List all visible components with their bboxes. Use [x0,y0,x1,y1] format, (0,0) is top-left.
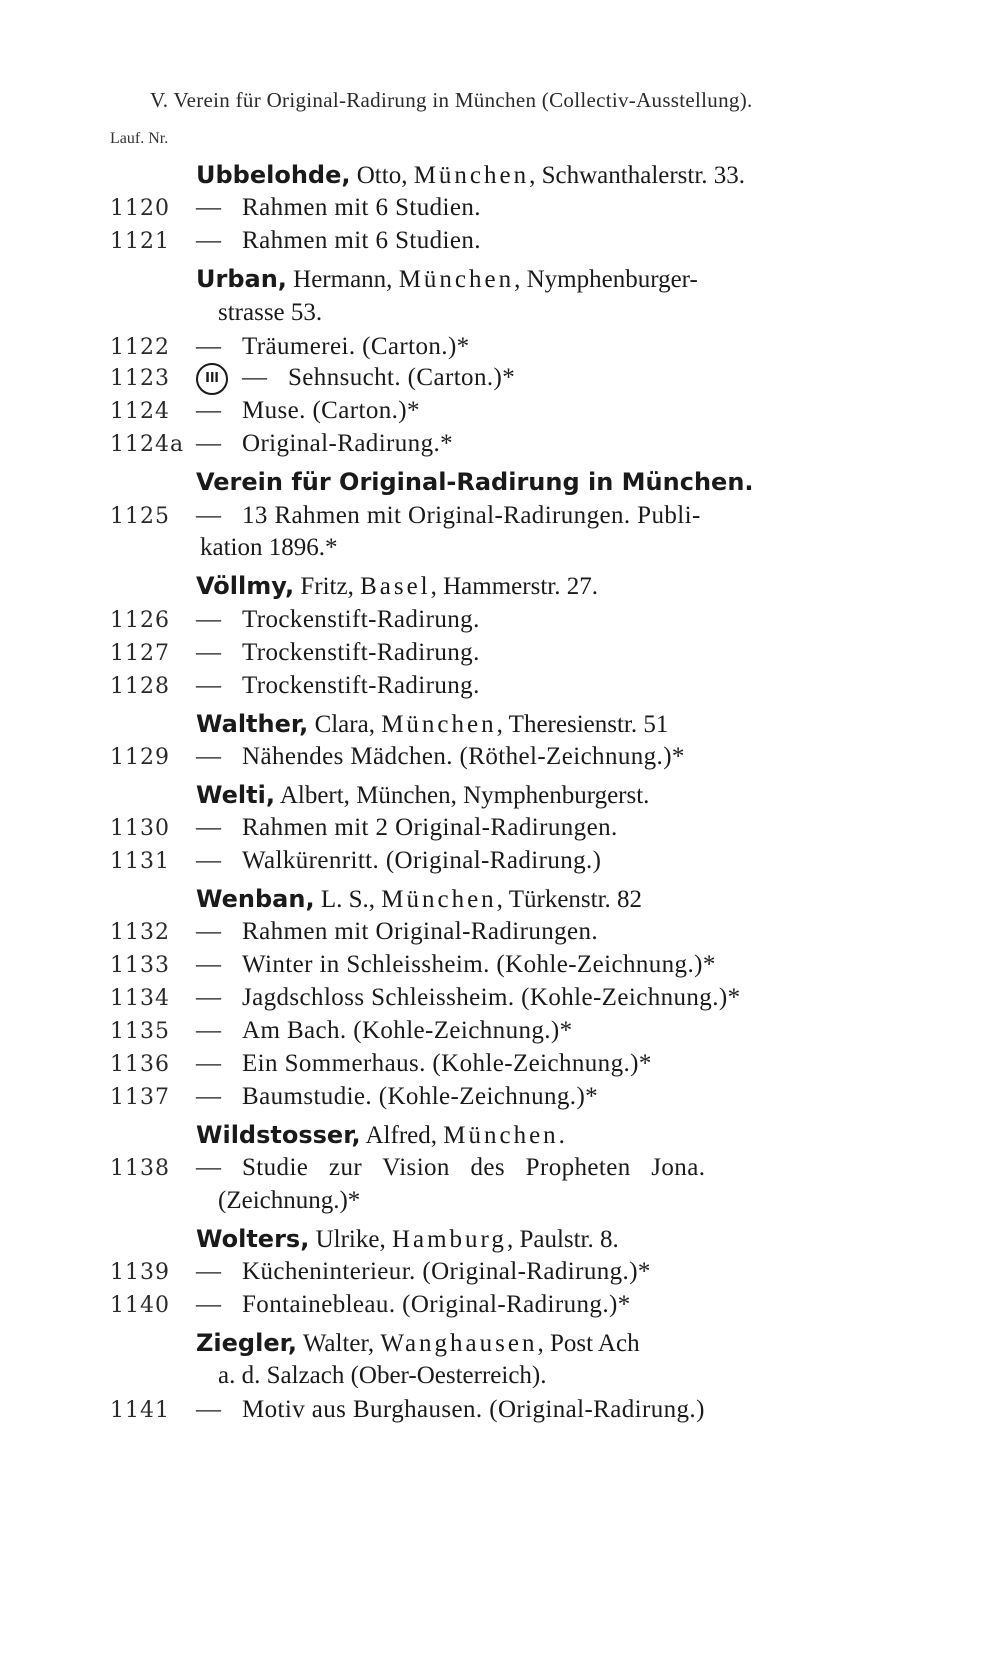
entry-number: 1132 [110,920,170,945]
entry-number: 1134 [110,986,170,1011]
entry-title: Fontainebleau. (Original-Radirung.)* [242,1291,631,1318]
entry-number: 1141 [110,1398,170,1423]
entry-1127 [110,636,480,670]
entry-title: Sehnsucht. (Carton.)* [288,364,516,391]
entry-number: 1136 [110,1052,170,1077]
artist-heading-urban [196,262,698,296]
entry-1123 [110,361,515,395]
entry-1120 [110,191,481,225]
entry-number: 1140 [110,1293,170,1318]
entry-dash: — [196,430,221,457]
entry-title: Motiv aus Burghausen. (Original-Radirung.) [242,1396,705,1423]
entry-1122 [110,330,470,364]
entry-title: Träumerei. (Carton.)* [242,333,470,360]
entry-title: Trockenstift-Radirung. [242,606,480,633]
entry-number: 1130 [110,816,170,841]
artist-city: München [398,266,515,293]
entry-number: 1124 [110,399,170,424]
illustration-marker-icon: Ill [196,363,228,395]
artist-address: , Paulstr. 8. [506,1226,619,1253]
artist-firstname: Otto, [356,162,408,189]
entry-title: Trockenstift-Radirung. [242,639,480,666]
artist-surname: Ziegler, [196,1329,298,1357]
entry-1124a [110,427,453,461]
entry-1126 [110,603,480,637]
artist-address: , Theresienstr. 51 [496,711,669,738]
artist-surname: Wenban, [196,885,315,913]
entry-title: Rahmen mit 6 Studien. [242,227,481,254]
entry-1138-continued: (Zeichnung.)* [218,1187,361,1214]
entry-1132 [110,915,598,949]
artist-heading-wildstosser [196,1118,568,1152]
entry-number: 1122 [110,335,170,360]
artist-surname: Wildstosser, [196,1121,361,1149]
entry-dash: — [196,1258,221,1285]
artist-city: München [413,162,530,189]
entry-1130 [110,811,618,845]
entry-1134 [110,981,740,1015]
entry-title: Muse. (Carton.)* [242,397,420,424]
entry-title: Jagdschloss Schleissheim. (Kohle-Zeichnung.)* [242,984,741,1011]
entry-dash: — [196,814,221,841]
artist-surname: Verein für Original-Radirung in München. [196,468,754,496]
artist-heading-wolters [196,1222,619,1256]
entry-title: Nähendes Mädchen. (Röthel-Zeichnung.)* [242,743,685,770]
artist-heading-ziegler [196,1326,640,1360]
entry-dash: — [196,918,221,945]
artist-surname: Ubbelohde, [196,161,351,189]
entry-title: Baumstudie. (Kohle-Zeichnung.)* [242,1083,599,1110]
artist-heading-welti [196,778,649,812]
artist-address: , Türkenstr. 82 [496,886,643,913]
entry-dash: — [196,1050,221,1077]
entry-number: 1124a [110,432,185,457]
entry-title: Original-Radirung.* [242,430,454,457]
artist-address: , Hammerstr. 27. [430,573,598,600]
entry-1136 [110,1047,652,1081]
entry-number: 1133 [110,953,170,978]
artist-surname: Völlmy, [196,572,295,600]
artist-heading-wenban [196,882,642,916]
entry-number: 1120 [110,196,170,221]
entry-number: 1131 [110,849,170,874]
artist-firstname: Clara, [314,711,375,738]
entry-title: Ein Sommerhaus. (Kohle-Zeichnung.)* [242,1050,652,1077]
artist-city: München [381,886,497,913]
entry-dash: — [196,672,221,699]
entry-title: Walkürenritt. (Original-Radirung.) [242,847,602,874]
entry-1133 [110,948,716,982]
entry-number: 1138 [110,1156,170,1181]
entry-title: Rahmen mit Original-Radirungen. [242,918,599,945]
entry-dash: — [196,1083,221,1110]
artist-address: , Nymphenburgerst. [450,782,650,809]
entry-dash: — [196,194,221,221]
artist-city: Basel [360,573,431,600]
entry-title: Trockenstift-Radirung. [242,672,480,699]
entry-number: 1125 [110,504,170,529]
entry-dash: — [196,397,221,424]
artist-surname: Urban, [196,265,287,293]
artist-surname: Welti, [196,781,275,809]
page-header: V. Verein für Original-Radirung in München (Collectiv-Ausstellung). [150,88,753,112]
artist-firstname: Fritz, [300,573,354,600]
entry-number: 1121 [110,229,170,254]
entry-title: 13 Rahmen mit Original-Radirungen. Publi- [242,502,701,529]
artist-city: München [356,782,451,809]
entry-dash: — [196,1154,221,1181]
entry-1121 [110,224,481,258]
entry-title: Studie zur Vision des Propheten Jona. [242,1154,706,1181]
entry-title: Winter in Schleissheim. (Kohle-Zeichnung.)* [242,951,716,978]
artist-address-continued: strasse 53. [218,299,323,326]
artist-address: , Nymphenburger- [514,266,698,293]
entry-dash: — [196,743,221,770]
entry-number: 1126 [110,608,170,633]
artist-heading-ubbelohde [196,158,745,192]
entry-number: 1128 [110,674,170,699]
entry-title: Rahmen mit 6 Studien. [242,194,481,221]
artist-address-continued: a. d. Salzach (Ober-Oesterreich). [218,1362,547,1389]
entry-1124 [110,394,420,428]
entry-1138 [110,1151,705,1185]
artist-city: Hamburg [391,1226,507,1253]
entry-title: Rahmen mit 2 Original-Radirungen. [242,814,618,841]
artist-firstname: L. S., [320,886,375,913]
entry-1125 [110,499,701,533]
entry-number: 1127 [110,641,170,666]
artist-heading-voellmy [196,569,598,603]
artist-address: , Schwanthalerstr. 33. [529,162,746,189]
artist-city: München. [443,1122,568,1149]
artist-firstname: Hermann, [293,266,393,293]
entry-1129 [110,740,685,774]
entry-title: Am Bach. (Kohle-Zeichnung.)* [242,1017,573,1044]
entry-number: 1139 [110,1260,170,1285]
artist-heading-walther [196,707,668,741]
artist-firstname: Albert, [279,782,350,809]
entry-number: 1135 [110,1019,170,1044]
entry-dash: — [196,333,221,360]
entry-1125-continued: kation 1896.* [200,534,338,561]
artist-city: München [381,711,497,738]
artist-heading-verein [196,465,754,499]
artist-firstname: Alfred, [365,1122,437,1149]
artist-firstname: Ulrike, [315,1226,386,1253]
entry-dash: — [196,847,221,874]
entry-1140 [110,1288,631,1322]
entry-1131 [110,844,601,878]
entry-1128 [110,669,480,703]
entry-number: 1137 [110,1085,170,1110]
entry-dash: — [196,984,221,1011]
artist-address: , Post Ach [537,1330,640,1357]
entry-dash: — [196,951,221,978]
artist-surname: Walther, [196,710,309,738]
entry-dash: — [196,1017,221,1044]
entry-number: 1123 [110,366,170,391]
column-label-lauf-nr: Lauf. Nr. [110,130,169,147]
entry-dash: — [196,1291,221,1318]
entry-1139 [110,1255,651,1289]
artist-surname: Wolters, [196,1225,310,1253]
entry-title: Kücheninterieur. (Original-Radirung.)* [242,1258,651,1285]
entry-1137 [110,1080,598,1114]
artist-city: Wanghausen [380,1330,538,1357]
entry-1141 [110,1393,705,1427]
entry-number: 1129 [110,745,170,770]
entry-dash: — [196,227,221,254]
artist-firstname: Walter, [302,1330,375,1357]
entry-dash: — [196,639,221,666]
entry-dash: — [242,364,267,391]
entry-dash: — [196,1396,221,1423]
entry-1135 [110,1014,573,1048]
entry-dash: — [196,606,221,633]
entry-dash: — [196,502,221,529]
